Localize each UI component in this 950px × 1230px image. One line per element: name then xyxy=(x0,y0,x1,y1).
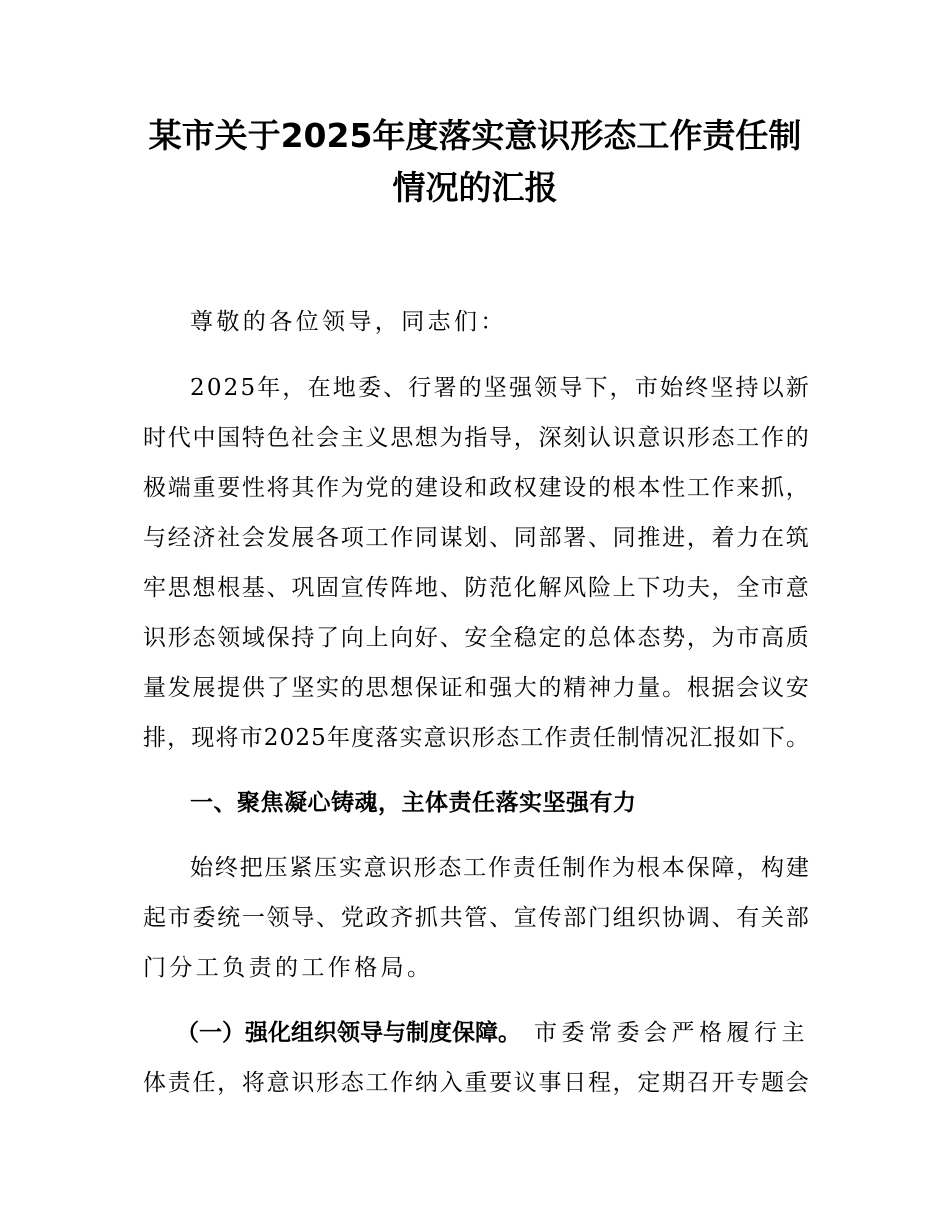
intro-line-6: 识 形 态 领 域 保 持 了 向 上 向 好 、 安 全 稳 定 的 总 体 态 势 ， 为 市 高 质 xyxy=(143,625,809,651)
intro-line-3: 极 端 重 要 性 将 其 作 为 党 的 建 设 和 政 权 建 设 的 根 本 性 工 作 来 抓 ， xyxy=(143,475,809,501)
title-line-2: 情况的汇报 xyxy=(392,168,558,207)
subsection-1-line-2: 体 责 任 ， 将 意 识 形 态 工 作 纳 入 重 要 议 事 日 程 ， 定 期 召 开 专 题 会 xyxy=(143,1070,809,1096)
section-heading-1: 一、聚焦凝心铸魂，主体责任落实坚强有力 xyxy=(190,790,637,816)
subsection-1-lead: （一）强化组织领导与制度保障。 xyxy=(176,1020,521,1046)
section-1-line-1: 始 终 把 压 紧 压 实 意 识 形 态 工 作 责 任 制 作 为 根 本 保 障 ， 构 建 xyxy=(190,855,809,881)
intro-line-1: 2 0 2 5 年 ， 在 地 委 、 行 署 的 坚 强 领 导 下 ， 市 始 终 坚 持 以 新 xyxy=(190,375,809,401)
intro-line-7: 量 发 展 提 供 了 坚 实 的 思 想 保 证 和 强 大 的 精 神 力 量 。 根 据 会 议 安 xyxy=(143,675,809,701)
section-1-line-3: 门分工负责的工作格局。 xyxy=(143,955,434,981)
intro-line-2: 时 代 中 国 特 色 社 会 主 义 思 想 为 指 导 ， 深 刻 认 识 意 识 形 态 工 作 的 xyxy=(143,425,809,451)
intro-line-8: 排 ， 现 将 市 2 0 2 5 年 度 落 实 意 识 形 态 工 作 责 任 制 情 况 汇 报 如 下 。 xyxy=(143,725,809,751)
intro-line-5: 牢 思 想 根 基 、 巩 固 宣 传 阵 地 、 防 范 化 解 风 险 上 下 功 夫 ， 全 市 意 xyxy=(143,575,809,601)
section-1-line-2: 起 市 委 统 一 领 导 、 党 政 齐 抓 共 管 、 宣 传 部 门 组 织 协 调 、 有 关 部 xyxy=(143,905,809,931)
salutation: 尊敬的各位领导，同志们： xyxy=(190,309,507,335)
document-title xyxy=(100,110,850,214)
intro-line-4: 与 经 济 社 会 发 展 各 项 工 作 同 谋 划 、 同 部 署 、 同 推 进 ， 着 力 在 筑 xyxy=(143,525,809,551)
title-line-1: 某市关于2025年度落实意识形态工作责任制 xyxy=(148,116,802,155)
subsection-1-first-line-rest: 市委常委会严格履行主 xyxy=(534,1020,809,1046)
subsection-1-first-line xyxy=(143,1008,809,1058)
